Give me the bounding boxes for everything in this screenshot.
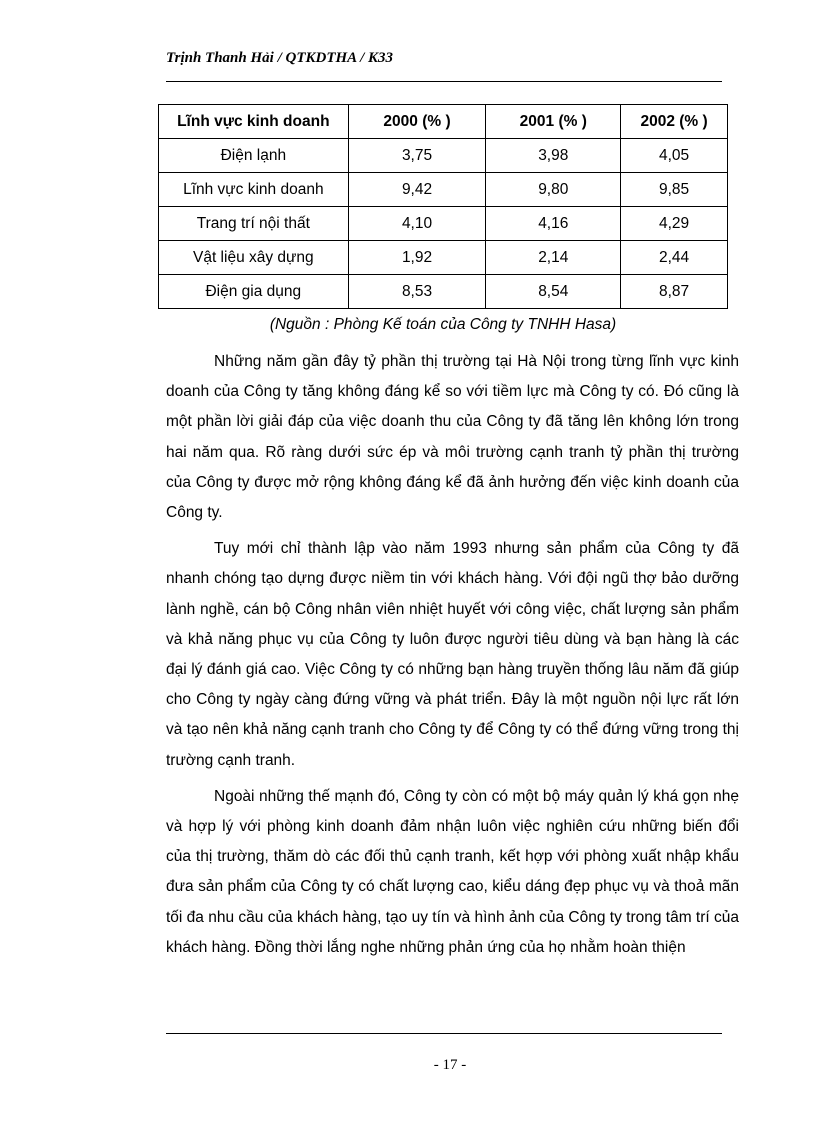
table-header-row (159, 105, 728, 139)
table-row (159, 139, 728, 173)
table-cell: 4,29 (621, 207, 728, 241)
table-cell: 9,85 (621, 173, 728, 207)
table-row (159, 173, 728, 207)
running-header: Trịnh Thanh Hải / QTKDTHA / K33 (166, 50, 393, 66)
paragraph-market-share: Những năm gần đây tỷ phần thị trường tại Hà Nội trong từng lĩnh vực kinh doanh của Công ty tăng không đáng kể so với tiềm lực mà Công ty có. Đó cũng là một phần lời giải đáp của việc doanh thu của Công ty đã tăng lên không lớn trong hai năm qua. Rõ ràng dưới sức ép và môi trường cạnh tranh tỷ phần thị trường của Công ty được mở rộng không đáng kể đã ảnh hưởng đến việc kinh doanh của Công ty. (166, 353, 739, 522)
table-cell: 1,92 (348, 241, 486, 275)
table-cell: 4,16 (486, 207, 621, 241)
table-cell: 3,98 (486, 139, 621, 173)
column-header-2000: 2000 (% ) (348, 105, 486, 139)
table-cell: 8,54 (486, 275, 621, 309)
column-header-2001: 2001 (% ) (486, 105, 621, 139)
paragraph-management: Ngoài những thế mạnh đó, Công ty còn có một bộ máy quản lý khá gọn nhẹ và hợp lý với phòng kinh doanh đảm nhận luôn việc nghiên cứu những biến đổi của thị trường, thăm dò các đối thủ cạnh tranh, kết hợp với phòng xuất nhập khẩu đưa sản phẩm của Công ty có chất lượng cao, kiểu dáng đẹp phục vụ và thoả mãn tối đa nhu cầu của khách hàng, tạo uy tín và hình ảnh của Công ty trong tâm trí của khách hàng. Đồng thời lắng nghe những phản ứng của họ nhằm hoàn thiện (166, 787, 740, 956)
table-cell: Trang trí nội thất (159, 207, 349, 241)
table-row (159, 207, 728, 241)
table-cell: Điện lạnh (159, 139, 349, 173)
table-cell: 2,14 (486, 241, 621, 275)
table-cell: 4,10 (348, 207, 486, 241)
table-cell: Vật liệu xây dựng (159, 241, 349, 275)
table-cell: 8,53 (348, 275, 486, 309)
table-cell: 8,87 (621, 275, 728, 309)
table-cell: 3,75 (348, 139, 486, 173)
table-cell: 9,42 (348, 173, 486, 207)
table-cell: 2,44 (621, 241, 728, 275)
table-cell: 4,05 (621, 139, 728, 173)
column-header-field: Lĩnh vực kinh doanh (159, 105, 349, 139)
table-row (159, 275, 728, 309)
market-share-table (158, 104, 728, 309)
table-cell: Lĩnh vực kinh doanh (159, 173, 349, 207)
body-text (166, 347, 739, 969)
header-divider (166, 81, 722, 82)
table-cell: 9,80 (486, 173, 621, 207)
paragraph-company-strength: Tuy mới chỉ thành lập vào năm 1993 nhưng sản phẩm của Công ty đã nhanh chóng tạo dựng được niềm tin với khách hàng. Với đội ngũ thợ bảo dưỡng lành nghề, cán bộ Công nhân viên nhiệt huyết với công việc, chất lượng sản phẩm và khả năng phục vụ của Công ty luôn được người tiêu dùng và bạn hàng là các đại lý đánh giá cao. Việc Công ty có những bạn hàng truyền thống lâu năm đã giúp cho Công ty ngày càng đứng vững và phát triển. Đây là một nguồn nội lực rất lớn và tạo nên khả năng cạnh tranh cho Công ty để Công ty có thể đứng vững trong thị trường cạnh tranh. (166, 540, 739, 769)
page-number: - 17 - (433, 1057, 467, 1073)
table-caption: (Nguồn : Phòng Kế toán của Công ty TNHH Hasa) (269, 316, 617, 333)
column-header-2002: 2002 (% ) (621, 105, 728, 139)
table-row (159, 241, 728, 275)
footer-divider (166, 1033, 722, 1034)
table-cell: Điện gia dụng (159, 275, 349, 309)
